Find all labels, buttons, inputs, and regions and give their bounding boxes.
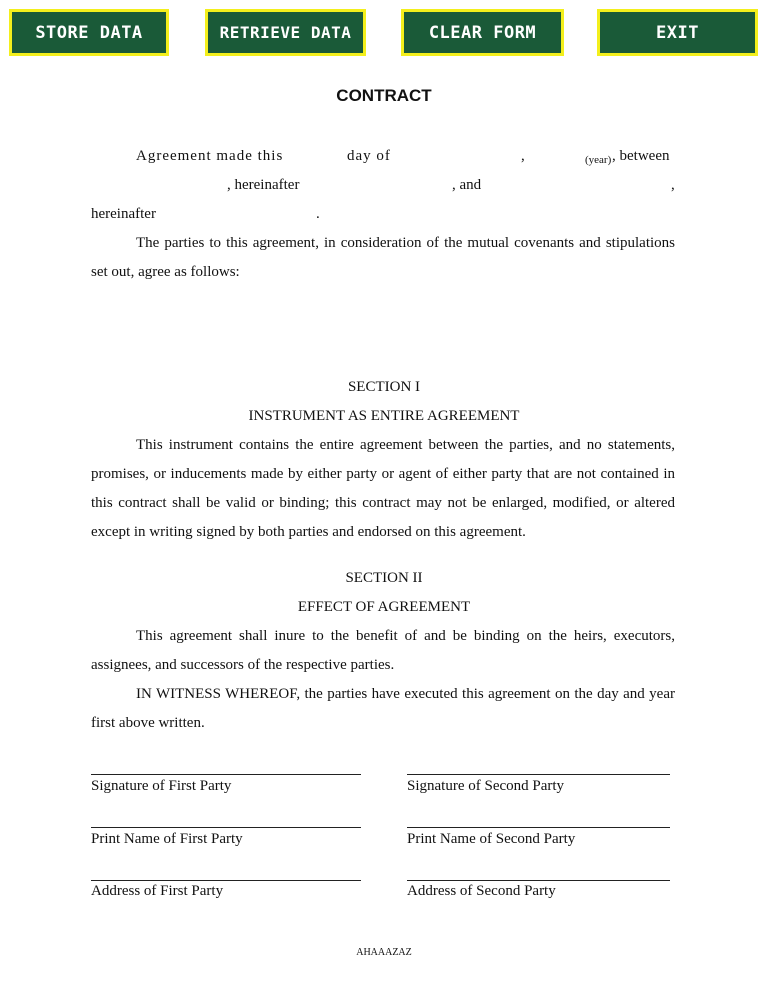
day-field[interactable] (294, 147, 344, 165)
first-party-print-name-label: Print Name of First Party (91, 831, 243, 847)
parties-line-2: set out, agree as follows: (91, 264, 240, 280)
section-2-line-1: This agreement shall inure to the benefit of and be binding on the heirs, executors, (136, 628, 675, 644)
intro-day-of-text: day of (347, 148, 391, 164)
second-party-alias-field[interactable] (160, 205, 314, 223)
second-party-print-name-field[interactable] (407, 808, 670, 826)
parties-line-1: The parties to this agreement, in consideration of the mutual covenants and stipulations (136, 235, 675, 251)
section-1-line-3: this contract shall be valid or binding; this contract may not be enlarged, modified, or altered (91, 495, 675, 511)
second-party-address-line (407, 880, 670, 881)
section-2-heading: SECTION II (345, 570, 423, 586)
witness-line-1: IN WITNESS WHEREOF, the parties have executed this agreement on the day and year (136, 686, 675, 702)
store-data-button[interactable]: STORE DATA (9, 9, 169, 56)
first-party-signature-label: Signature of First Party (91, 778, 232, 794)
first-party-print-name-line (91, 827, 361, 828)
year-label: (year) (585, 154, 612, 166)
clear-form-button[interactable]: CLEAR FORM (401, 9, 564, 56)
witness-line-2: first above written. (91, 715, 205, 731)
page-footer: AHAAAZAZ (356, 947, 412, 958)
first-party-signature-line (91, 774, 361, 775)
second-party-name-field[interactable] (486, 176, 668, 194)
section-2-line-2: assignees, and successors of the respective parties. (91, 657, 395, 673)
first-party-name-field[interactable] (91, 176, 224, 194)
retrieve-data-button[interactable]: RETRIEVE DATA (205, 9, 366, 56)
second-party-address-label: Address of Second Party (407, 883, 556, 899)
section-1-line-4: except in writing signed by both parties and endorsed on this agreement. (91, 524, 526, 540)
section-1-title: INSTRUMENT AS ENTIRE AGREEMENT (248, 408, 520, 424)
first-party-address-field[interactable] (91, 861, 361, 879)
second-party-signature-label: Signature of Second Party (407, 778, 565, 794)
intro-comma: , (521, 148, 525, 164)
page-title: CONTRACT (336, 86, 432, 105)
section-1-heading: SECTION I (347, 379, 421, 395)
intro-between-text: , between (612, 148, 670, 164)
first-party-print-name-field[interactable] (91, 808, 361, 826)
second-party-print-name-label: Print Name of Second Party (407, 831, 576, 847)
first-party-address-line (91, 880, 361, 881)
intro-hereinafter-text: , hereinafter (227, 177, 300, 193)
intro-and-text: , and (452, 177, 482, 193)
second-party-signature-line (407, 774, 670, 775)
section-1-line-2: promises, or inducements made by either party or agent of either party that are not contained in (91, 466, 675, 482)
section-1-line-1: This instrument contains the entire agreement between the parties, and no statements, (136, 437, 675, 453)
month-field[interactable] (400, 147, 518, 165)
exit-button[interactable]: EXIT (597, 9, 758, 56)
intro-agreement-made-text: Agreement made this (136, 148, 284, 164)
intro-period: . (316, 206, 320, 222)
year-field[interactable] (530, 147, 582, 165)
second-party-address-field[interactable] (407, 861, 670, 879)
first-party-signature-field[interactable] (91, 755, 361, 773)
first-party-address-label: Address of First Party (91, 883, 224, 899)
intro-hereinafter-2-text: hereinafter (91, 206, 156, 222)
intro-comma-2: , (671, 177, 675, 193)
second-party-print-name-line (407, 827, 670, 828)
section-2-title: EFFECT OF AGREEMENT (297, 599, 471, 615)
second-party-signature-field[interactable] (407, 755, 670, 773)
first-party-alias-field[interactable] (302, 176, 450, 194)
